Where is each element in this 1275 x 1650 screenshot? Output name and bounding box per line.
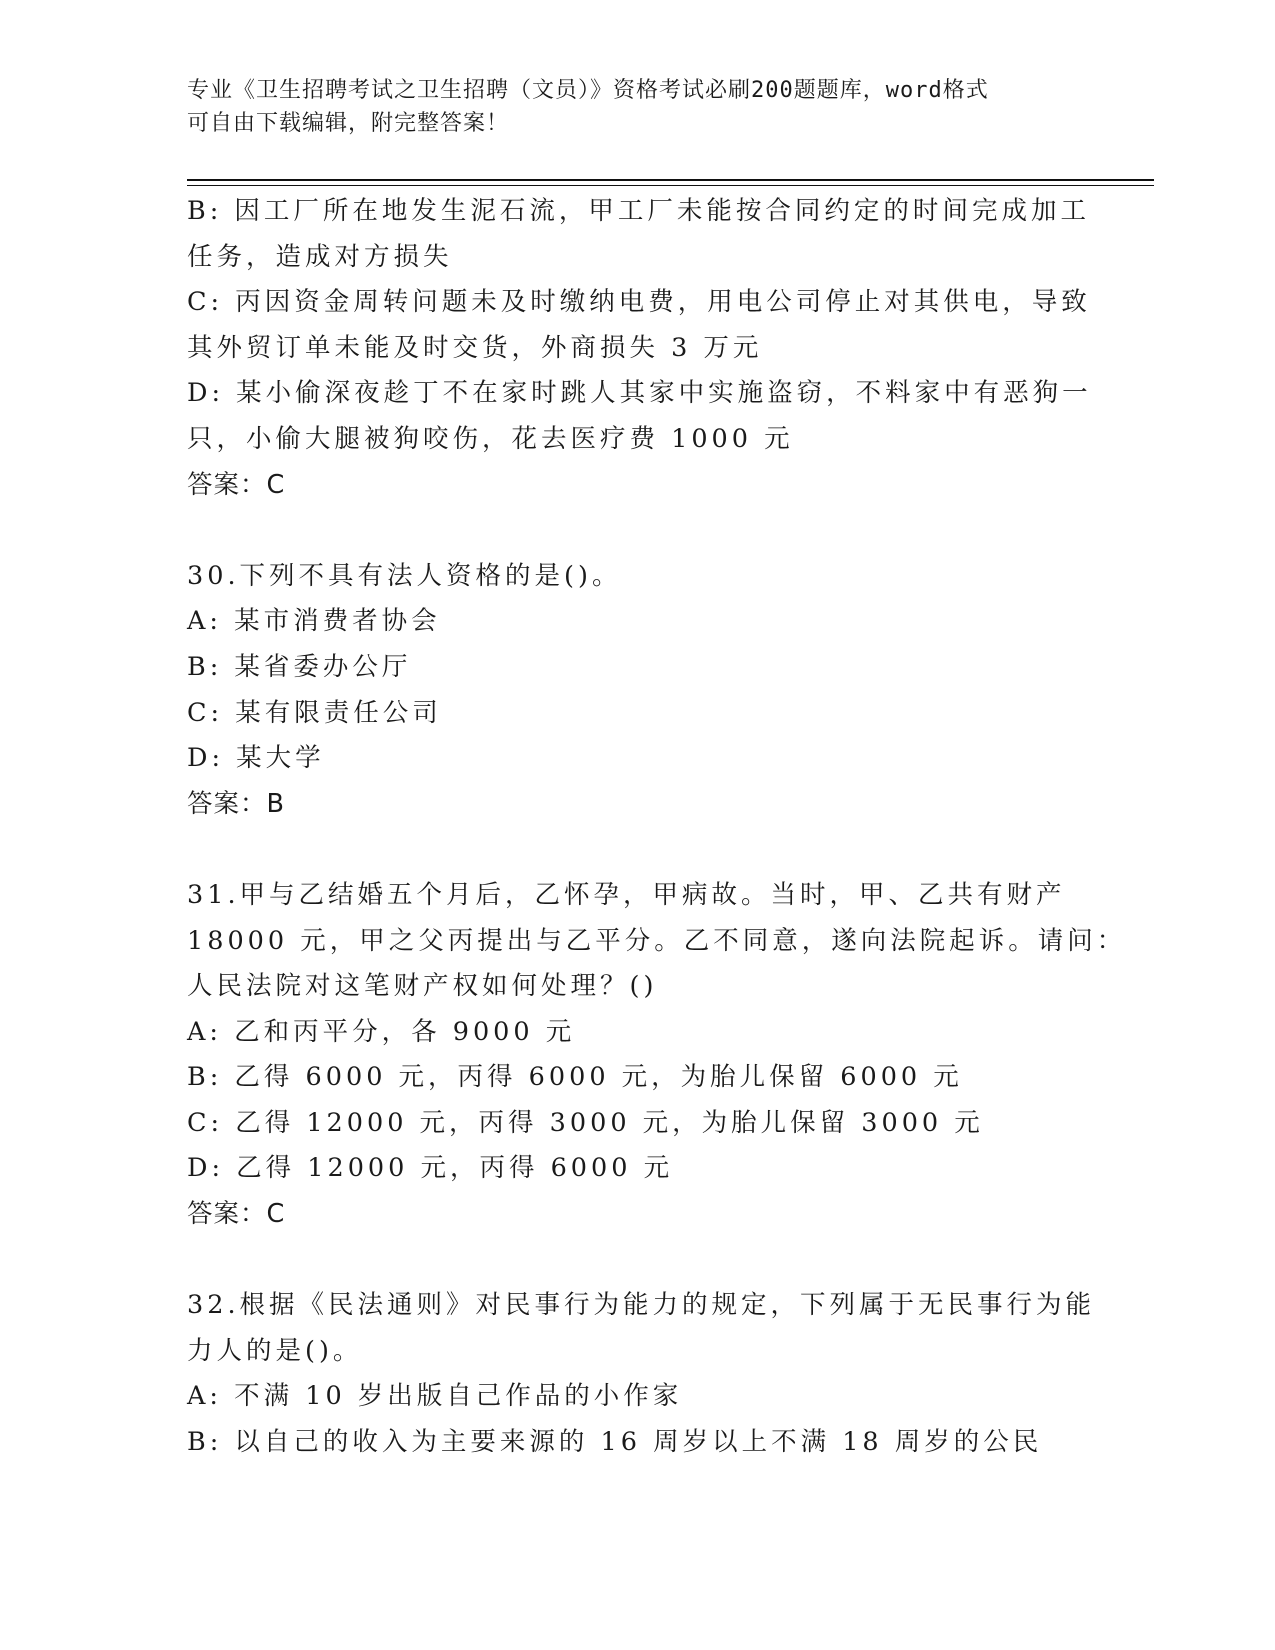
- option-b: B: 某省委办公厅: [187, 651, 412, 682]
- spacer: [187, 508, 1087, 554]
- question-stem: 30.下列不具有法人资格的是()。: [187, 560, 622, 591]
- question-stem-cont: 力人的是()。: [187, 1335, 363, 1366]
- question-stem-cont: 18000 元，甲之父丙提出与乙平分。乙不同意，遂向法院起诉。请问：: [187, 925, 1127, 956]
- option-c: C: 丙因资金周转问题未及时缴纳电费，用电公司停止对其供电，导致: [187, 287, 1091, 318]
- answer: 答案：C: [187, 469, 286, 500]
- option-d: D: 乙得 12000 元，丙得 6000 元: [187, 1153, 674, 1184]
- option-c-cont: 其外贸订单未能及时交货，外商损失 3 万元: [187, 332, 763, 363]
- header-line-2: 可自由下载编辑，附完整答案！: [187, 111, 510, 136]
- header-divider-thick: [187, 179, 1154, 181]
- header-line-1: 专业《卫生招聘考试之卫生招聘（文员）》资格考试必刷200题题库，word格式: [187, 78, 989, 103]
- question-29: [187, 189, 1092, 508]
- document-header: [187, 74, 1067, 140]
- option-a: A: 某市消费者协会: [187, 606, 441, 637]
- question-stem-cont: 人民法院对这笔财产权如何处理？(): [187, 971, 658, 1002]
- option-b: B: 以自己的收入为主要来源的 16 周岁以上不满 18 周岁的公民: [187, 1427, 1043, 1458]
- question-stem: 31.甲与乙结婚五个月后，乙怀孕，甲病故。当时，甲、乙共有财产: [187, 879, 1066, 910]
- spacer: [187, 1238, 1087, 1284]
- option-b: B: 乙得 6000 元，丙得 6000 元，为胎儿保留 6000 元: [187, 1062, 963, 1093]
- question-32: [187, 1283, 1096, 1465]
- option-a: A: 乙和丙平分，各 9000 元: [187, 1016, 576, 1047]
- option-d: D: 某小偷深夜趁丁不在家时跳人其家中实施盗窃，不料家中有恶狗一: [187, 378, 1092, 409]
- question-30: [187, 554, 1087, 828]
- option-b: B: 因工厂所在地发生泥石流，甲工厂未能按合同约定的时间完成加工: [187, 196, 1090, 226]
- document-body: [187, 189, 1127, 1466]
- question-31: [187, 873, 1127, 1238]
- answer: 答案：B: [187, 788, 285, 819]
- answer: 答案：C: [187, 1199, 286, 1230]
- option-b-cont: 任务，造成对方损失: [187, 241, 453, 272]
- spacer: [187, 827, 1087, 873]
- option-d: D: 某大学: [187, 743, 325, 774]
- option-c: C: 某有限责任公司: [187, 697, 442, 728]
- header-divider-thin: [187, 185, 1154, 186]
- option-c: C: 乙得 12000 元，丙得 3000 元，为胎儿保留 3000 元: [187, 1107, 984, 1138]
- option-a: A: 不满 10 岁出版自己作品的小作家: [187, 1381, 683, 1412]
- question-stem: 32.根据《民法通则》对民事行为能力的规定，下列属于无民事行为能: [187, 1290, 1096, 1321]
- option-d-cont: 只，小偷大腿被狗咬伤，花去医疗费 1000 元: [187, 423, 794, 454]
